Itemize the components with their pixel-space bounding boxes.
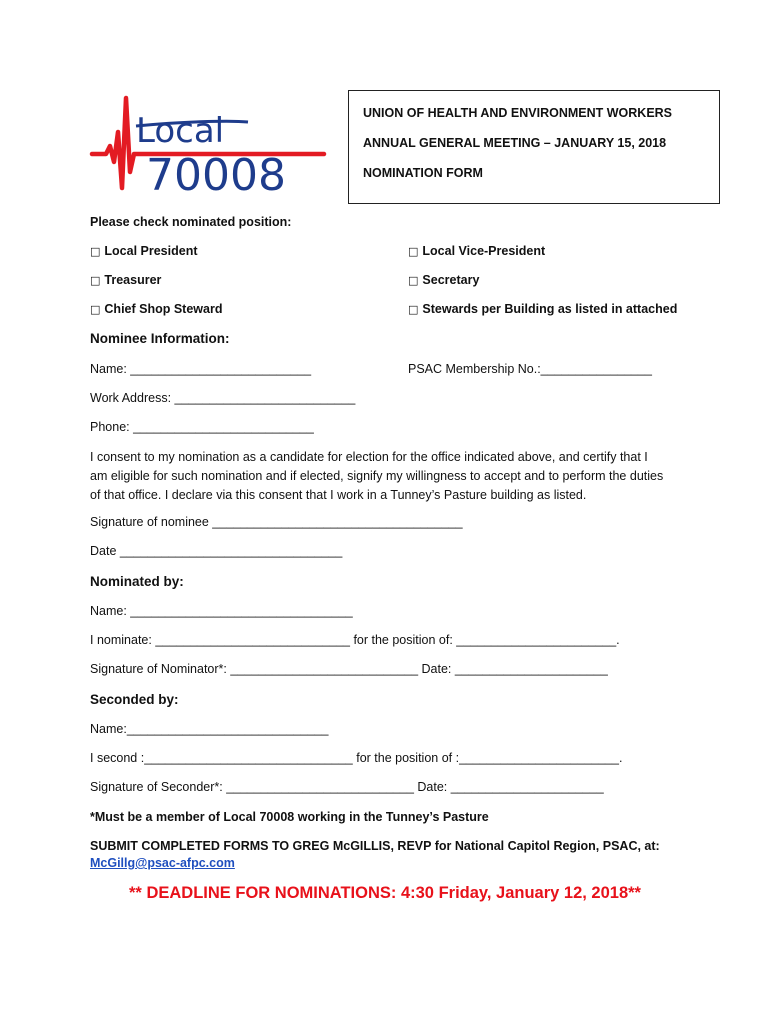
nominated-by-heading: Nominated by: xyxy=(90,574,184,589)
nominate-position-field[interactable]: I nominate: ____________________________ for the position of: _______________________. xyxy=(90,633,620,647)
checkbox-icon[interactable]: □ xyxy=(408,274,419,287)
submit-instructions: SUBMIT COMPLETED FORMS TO GREG McGILLIS, REVP for National Capitol Region, PSAC, at: xyxy=(90,839,660,853)
position-local-president[interactable]: □ Local President xyxy=(90,244,198,258)
position-treasurer[interactable]: □ Treasurer xyxy=(90,273,162,287)
logo-word: Local xyxy=(136,111,225,151)
checkbox-icon[interactable]: □ xyxy=(90,274,101,287)
seconder-name-field[interactable]: Name:_____________________________ xyxy=(90,722,329,736)
position-building-stewards[interactable]: □ Stewards per Building as listed in attached xyxy=(408,302,678,316)
deadline-notice: ** DEADLINE FOR NOMINATIONS: 4:30 Friday, January 12, 2018** xyxy=(129,884,641,902)
logo-number: 70008 xyxy=(146,150,286,200)
member-requirement-note: *Must be a member of Local 70008 working in the Tunney’s Pasture xyxy=(90,810,489,824)
checkbox-icon[interactable]: □ xyxy=(90,245,101,258)
header-box xyxy=(348,90,720,204)
seconded-by-heading: Seconded by: xyxy=(90,692,179,707)
union-name: UNION OF HEALTH AND ENVIRONMENT WORKERS xyxy=(363,106,673,120)
position-local-vice-president[interactable]: □ Local Vice-President xyxy=(408,244,546,258)
form-title: NOMINATION FORM xyxy=(363,166,483,180)
nominee-signature-field[interactable]: Signature of nominee ____________________________________ xyxy=(90,515,463,529)
nominator-name-field[interactable]: Name: ________________________________ xyxy=(90,604,353,618)
positions-prompt: Please check nominated position: xyxy=(90,215,292,229)
consent-paragraph: I consent to my nomination as a candidate for election for the office indicated above, and certify that I am eligible for such nomination and if elected, signify my willingness to accept and to perform the duties of that office. I declare via this consent that I work in a Tunney’s Pasture building as listed. xyxy=(90,450,664,502)
seconder-signature-field[interactable]: Signature of Seconder*: ___________________________ Date: ______________________ xyxy=(90,780,604,794)
heartbeat-logo-icon xyxy=(88,92,328,200)
local-70008-logo xyxy=(88,92,328,200)
psac-membership-field[interactable]: PSAC Membership No.:________________ xyxy=(408,362,652,376)
position-secretary[interactable]: □ Secretary xyxy=(408,273,480,287)
second-position-field[interactable]: I second :______________________________ for the position of :_______________________. xyxy=(90,751,623,765)
nominee-date-field[interactable]: Date ________________________________ xyxy=(90,544,343,558)
position-chief-shop-steward[interactable]: □ Chief Shop Steward xyxy=(90,302,223,316)
checkbox-icon[interactable]: □ xyxy=(90,303,101,316)
meeting-title: ANNUAL GENERAL MEETING – JANUARY 15, 2018 xyxy=(363,136,667,150)
submission-email-link[interactable]: McGillg@psac-afpc.com xyxy=(90,856,235,870)
nominator-signature-field[interactable]: Signature of Nominator*: ___________________________ Date: ______________________ xyxy=(90,662,608,676)
nominee-heading: Nominee Information: xyxy=(90,331,230,346)
nominee-name-field[interactable]: Name: __________________________ xyxy=(90,362,312,376)
phone-field[interactable]: Phone: __________________________ xyxy=(90,420,314,434)
work-address-field[interactable]: Work Address: __________________________ xyxy=(90,391,356,405)
checkbox-icon[interactable]: □ xyxy=(408,303,419,316)
checkbox-icon[interactable]: □ xyxy=(408,245,419,258)
